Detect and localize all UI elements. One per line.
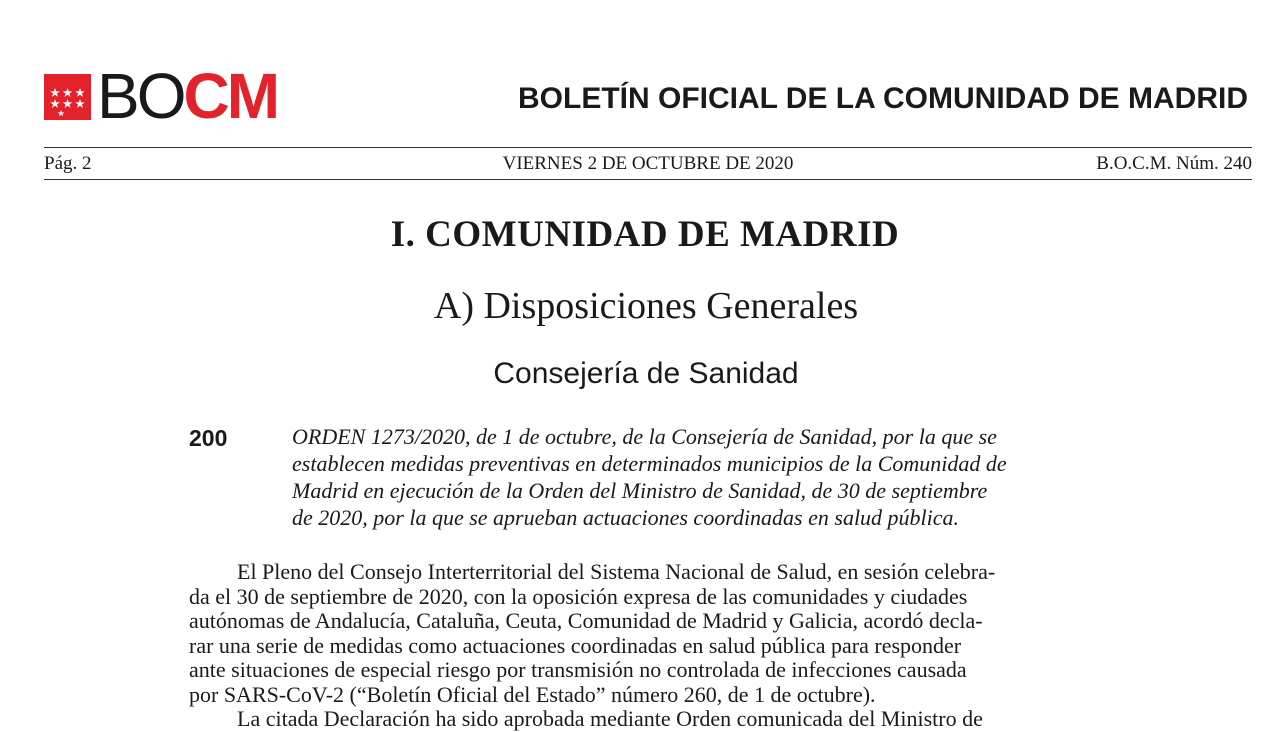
body-line: El Pleno del Consejo Interterritorial del Sistema Nacional de Salud, en sesión celebra- <box>237 559 996 584</box>
journal-title: BOLETÍN OFICIAL DE LA COMUNIDAD DE MADRID <box>518 82 1248 115</box>
body-line: da el 30 de septiembre de 2020, con la oposición expresa de las comunidades y ciudades <box>189 583 968 609</box>
section-title: I. COMUNIDAD DE MADRID <box>390 214 900 255</box>
issue-number: B.O.C.M. Núm. 240 <box>1096 153 1252 174</box>
order-title <box>292 423 1112 531</box>
order-title-line: ORDEN 1273/2020, de 1 de octubre, de la Consejería de Sanidad, por la que se <box>292 424 997 449</box>
subsection-title: A) Disposiciones Generales <box>433 285 859 327</box>
department-title: Consejería de Sanidad <box>493 357 799 390</box>
order-title-line: Madrid en ejecución de la Orden del Ministro de Sanidad, de 30 de septiembre <box>292 478 988 503</box>
page-number: Pág. 2 <box>44 153 92 174</box>
document-header <box>44 60 1252 132</box>
body-line: La citada Declaración ha sido aprobada mediante Orden comunicada del Ministro de <box>237 706 983 731</box>
body-line: rar una serie de medidas como actuaciones coordinadas en salud pública para responder <box>189 632 962 658</box>
issue-date: VIERNES 2 DE OCTUBRE DE 2020 <box>502 153 794 174</box>
header-rule-top <box>44 147 1252 148</box>
order-title-line: de 2020, por la que se aprueban actuaciones coordinadas en salud pública. <box>292 505 960 530</box>
body-line: por SARS-CoV-2 (“Boletín Oficial del Estado” número 260, de 1 de octubre). <box>189 681 876 707</box>
body-line: autónomas de Andalucía, Cataluña, Ceuta, Comunidad de Madrid y Galicia, acordó decla- <box>189 608 983 633</box>
madrid-flag-stars-icon <box>44 74 91 120</box>
meta-row <box>44 152 1252 176</box>
body-line: ante situaciones de especial riesgo por transmisión no controlada de infecciones causada <box>189 657 967 682</box>
body-text <box>189 560 1109 732</box>
logo-prefix: BO <box>97 60 184 132</box>
logo-suffix: CM <box>183 60 277 132</box>
bocm-logo <box>97 60 277 132</box>
order-title-line: establecen medidas preventivas en determinados municipios de la Comunidad de <box>292 451 1007 476</box>
header-rule-bottom <box>44 179 1252 180</box>
order-number: 200 <box>189 425 228 451</box>
